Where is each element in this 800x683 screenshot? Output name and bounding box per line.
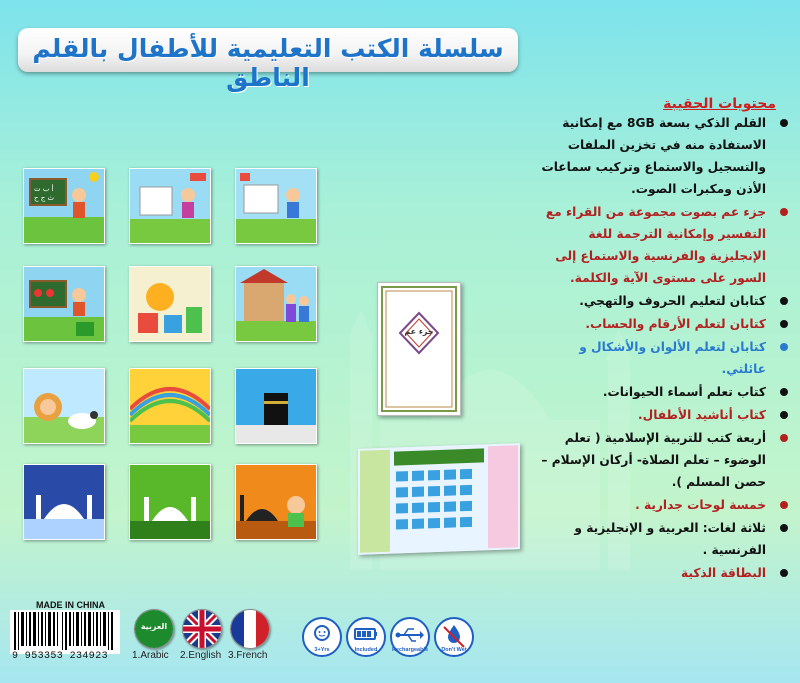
contents-item-text: أربعة كتب للتربية الإسلامية ( تعلم الوضوء – تعلم الصلاة- أركان الإسلام – حصن المسلم ). — [541, 431, 766, 489]
feature-label-included: Included — [354, 647, 378, 653]
bullet-icon — [780, 208, 788, 216]
contents-item-text: جزء عم بصوت مجموعة من القراء مع التفسير وإمكانية الترجمة للغة الإنجليزية والفرنسية والاستماع إلى السور على مستوى الآية والكلمة. — [545, 205, 766, 285]
book-cover-letters-2 — [129, 168, 211, 244]
arabic-flag-icon — [134, 609, 174, 649]
contents-item-text: كتابان لتعليم الحروف والتهجي. — [579, 294, 766, 308]
bullet-icon — [780, 320, 788, 328]
bullet-icon — [780, 524, 788, 532]
section-title: محتويات الحقيبة — [663, 96, 776, 112]
contents-item-text: كتابان لتعلم الأرقام والحساب. — [585, 317, 766, 331]
feature-label-dont-wet: Don't Wet — [441, 647, 467, 653]
contents-item — [540, 494, 788, 516]
bullet-icon — [780, 388, 788, 396]
svg-text:ث ج ح: ث ج ح — [34, 194, 55, 202]
contents-item-text: كتابان لتعلم الألوان والأشكال و عائلتي. — [579, 340, 766, 376]
contents-item-text: خمسة لوحات جدارية . — [635, 498, 766, 512]
contents-item-text: البطاقة الذكية — [680, 566, 766, 580]
bullet-icon — [780, 119, 788, 127]
barcode — [10, 610, 120, 654]
bullet-icon — [780, 569, 788, 577]
contents-item — [540, 313, 788, 335]
banner-title: سلسلة الكتب التعليمية للأطفال بالقلم الناطق — [32, 34, 504, 92]
book-cover-islamic-4 — [235, 464, 317, 540]
contents-item-text: ثلاثة لغات: العربية و الإنجليزية و الفرنسية . — [574, 521, 766, 557]
bullet-icon — [780, 343, 788, 351]
quran-title: جزء عم — [404, 327, 434, 336]
contents-item — [540, 381, 788, 403]
contents-item — [540, 336, 788, 380]
book-cover-numbers-1 — [235, 168, 317, 244]
made-in-label: MADE IN CHINA — [36, 600, 105, 610]
feature-label-rechargeable: Rechargeable — [391, 647, 429, 653]
book-cover-family — [235, 266, 317, 342]
bullet-icon — [780, 501, 788, 509]
book-cover-islamic-1 — [235, 368, 317, 444]
contents-item-text: كتاب أناشيد الأطفال. — [638, 408, 766, 422]
title-banner — [18, 28, 518, 92]
france-flag-icon — [230, 609, 270, 649]
language-label-french: 3.French — [228, 650, 268, 661]
uk-flag-icon — [182, 609, 222, 649]
contents-list — [540, 112, 788, 585]
feature-label-age: 3+Yrs — [314, 647, 330, 653]
contents-item — [540, 404, 788, 426]
quran-booklet — [377, 282, 461, 416]
wall-charts — [358, 443, 520, 555]
contents-item — [540, 201, 788, 289]
bullet-icon — [780, 434, 788, 442]
arabic-flag-text: العربية — [140, 622, 168, 631]
book-cover-animals — [23, 368, 105, 444]
contents-item-text: كتاب تعلم أسماء الحيوانات. — [602, 385, 766, 399]
language-label-english: 2.English — [180, 650, 222, 661]
language-label-arabic: 1.Arabic — [132, 650, 169, 661]
book-cover-islamic-3 — [129, 464, 211, 540]
book-cover-letters-1 — [23, 168, 105, 244]
bullet-icon — [780, 411, 788, 419]
svg-text:أ ب ت: أ ب ت — [34, 185, 54, 193]
contents-item — [540, 112, 788, 200]
book-cover-islamic-2 — [23, 464, 105, 540]
contents-item-text: القلم الذكي بسعة 8GB مع إمكانية الاستفادة منه في تخزين الملفات والتسجيل والاستماع وتركيب سماعات الأذن ومكبرات الصوت. — [541, 116, 766, 196]
bullet-icon — [780, 297, 788, 305]
book-cover-songs — [129, 368, 211, 444]
book-cover-numbers-2 — [23, 266, 105, 342]
contents-item — [540, 562, 788, 584]
book-cover-colors — [129, 266, 211, 342]
barcode-number: 9 953353 234923 — [12, 651, 109, 662]
contents-item — [540, 427, 788, 493]
contents-item — [540, 517, 788, 561]
contents-item — [540, 290, 788, 312]
